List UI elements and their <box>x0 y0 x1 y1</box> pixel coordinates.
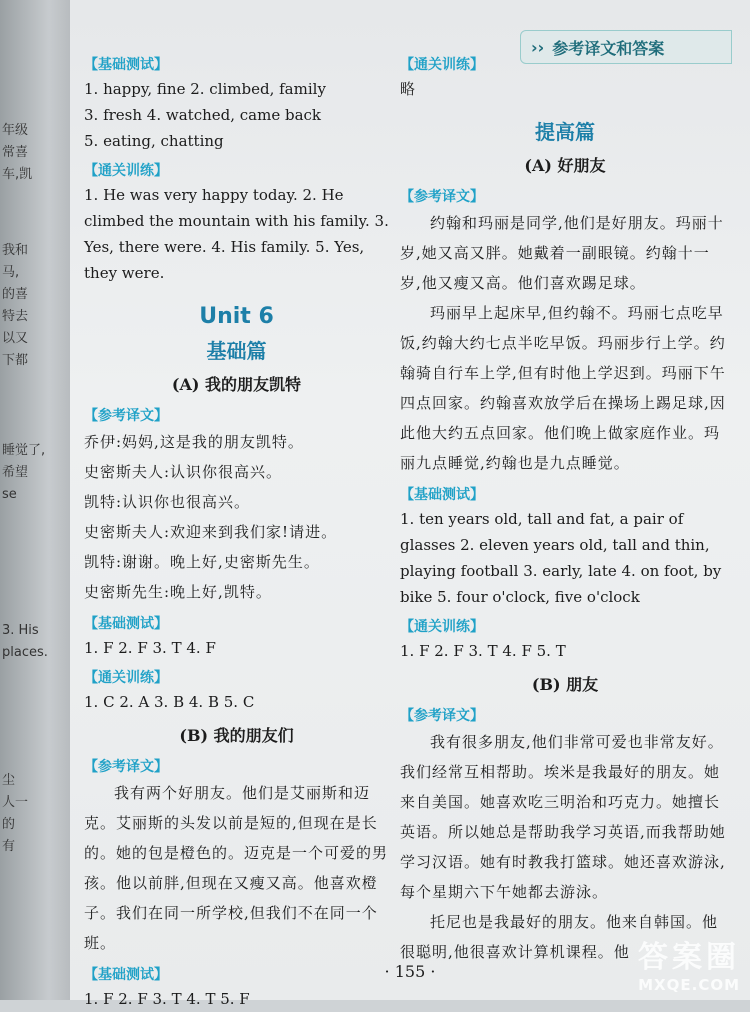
sliver-text-top: 年级 常喜 车,凯 <box>2 123 33 182</box>
translation-paragraph: 托尼也是我最好的朋友。他来自韩国。他很聪明,他很喜欢计算机课程。他 <box>400 913 719 961</box>
basic-test-label: 【基础测试】 <box>400 487 484 503</box>
section-title: 基础篇 <box>206 339 267 363</box>
basic-answer-line: 5. eating, chatting <box>84 132 224 150</box>
translation-label: 【参考译文】 <box>84 408 168 424</box>
basic-test-label: 【基础测试】 <box>84 967 168 983</box>
pass-answers: 略 <box>400 80 416 98</box>
subsection-title-a: (A) 好朋友 <box>524 156 606 175</box>
pass-answers: 1. F 2. F 3. T 4. F 5. T <box>400 642 566 660</box>
subsection-title-b: (B) 我的朋友们 <box>179 726 294 745</box>
book-page <box>70 0 750 1008</box>
sliver-text-mid: 我和 马, 的喜 特去 以又 下都 <box>2 243 29 368</box>
pass-answers: 1. He was very happy today. 2. He climbed the mountain with his family. 3. Yes, there were. 4. His family. 5. Yes, they were. <box>84 186 389 282</box>
pass-training-label: 【通关训练】 <box>400 619 484 635</box>
translation-paragraph: 我有很多朋友,他们非常可爱也非常友好。我们经常互相帮助。埃米是我最好的朋友。她来自美国。她喜欢吃三明治和巧克力。她擅长英语。所以她总是帮助我学习英语,而我帮助她学习汉语。她有时教我打篮球。她还喜欢游泳,每个星期六下午她都去游泳。 <box>400 733 726 901</box>
translation-paragraph: 约翰和玛丽是同学,他们是好朋友。玛丽十岁,她又高又胖。她戴着一副眼镜。约翰十一岁,他又瘦又高。他们喜欢踢足球。 <box>400 214 724 292</box>
dialogue-line: 史密斯夫人:欢迎来到我们家!请进。 <box>84 523 338 541</box>
pass-training-label: 【通关训练】 <box>84 163 168 179</box>
dialogue-line: 史密斯先生:晚上好,凯特。 <box>84 583 272 601</box>
sliver-text-mid2: 睡觉了, 希望 se <box>2 443 46 502</box>
dialogue-line: 凯特:谢谢。晚上好,史密斯先生。 <box>84 553 320 571</box>
subsection-title-b: (B) 朋友 <box>531 675 599 694</box>
left-column <box>84 48 389 1012</box>
dialogue-line: 乔伊:妈妈,这是我的朋友凯特。 <box>84 433 304 451</box>
watermark-logo-text: 答案圈 <box>638 940 740 975</box>
translation-label: 【参考译文】 <box>400 189 484 205</box>
pass-training-label: 【通关训练】 <box>400 57 484 73</box>
translation-paragraph: 玛丽早上起床早,但约翰不。玛丽七点吃早饭,约翰大约七点半吃早饭。玛丽步行上学。约翰骑自行车上学,但有时他上学迟到。玛丽下午四点回家。约翰喜欢放学后在操场上踢足球,因此他大约五点回家。他们晚上做家庭作业。玛丽九点睡觉,约翰也是九点睡觉。 <box>400 304 726 472</box>
page-number: · 155 · <box>384 962 436 981</box>
sliver-text-low: 3. His places. <box>2 623 48 660</box>
section-title: 提高篇 <box>535 120 595 144</box>
translation-label: 【参考译文】 <box>84 759 168 775</box>
dialogue-line: 史密斯夫人:认识你很高兴。 <box>84 463 283 481</box>
right-column <box>400 48 730 967</box>
header-title: 参考译文和答案 <box>552 38 665 58</box>
basic-test-label: 【基础测试】 <box>84 57 168 73</box>
subsection-title-a: (A) 我的朋友凯特 <box>171 375 302 394</box>
arrow-icon: ›› <box>531 37 545 57</box>
sliver-text-bottom: 尘 人一 的 有 <box>2 773 29 854</box>
translation-paragraph: 我有两个好朋友。他们是艾丽斯和迈克。艾丽斯的头发以前是短的,但现在是长的。她的包是橙色的。迈克是一个可爱的男孩。他以前胖,但现在又瘦又高。他喜欢橙子。我们在同一所学校,但我们不在同一个班。 <box>84 784 389 952</box>
basic-answers: 1. F 2. F 3. T 4. T 5. F <box>84 990 250 1008</box>
pass-answers: 1. C 2. A 3. B 4. B 5. C <box>84 693 255 711</box>
pass-training-label: 【通关训练】 <box>84 670 168 686</box>
basic-answers: 1. ten years old, tall and fat, a pair of glasses 2. eleven years old, tall and thin, playing football 3. early, late 4. on foot, by bike 5. four o'clock, five o'clock <box>400 510 722 606</box>
basic-test-label: 【基础测试】 <box>84 616 168 632</box>
basic-answers: 1. F 2. F 3. T 4. F <box>84 639 216 657</box>
basic-answer-line: 1. happy, fine 2. climbed, family <box>84 80 326 98</box>
previous-page-edge <box>0 0 70 1000</box>
site-watermark <box>638 932 740 994</box>
watermark-url: MXQE.COM <box>638 976 740 994</box>
basic-answer-line: 3. fresh 4. watched, came back <box>84 106 322 124</box>
unit-title: Unit 6 <box>199 304 274 329</box>
dialogue-line: 凯特:认识你也很高兴。 <box>84 493 251 511</box>
translation-label: 【参考译文】 <box>400 708 484 724</box>
